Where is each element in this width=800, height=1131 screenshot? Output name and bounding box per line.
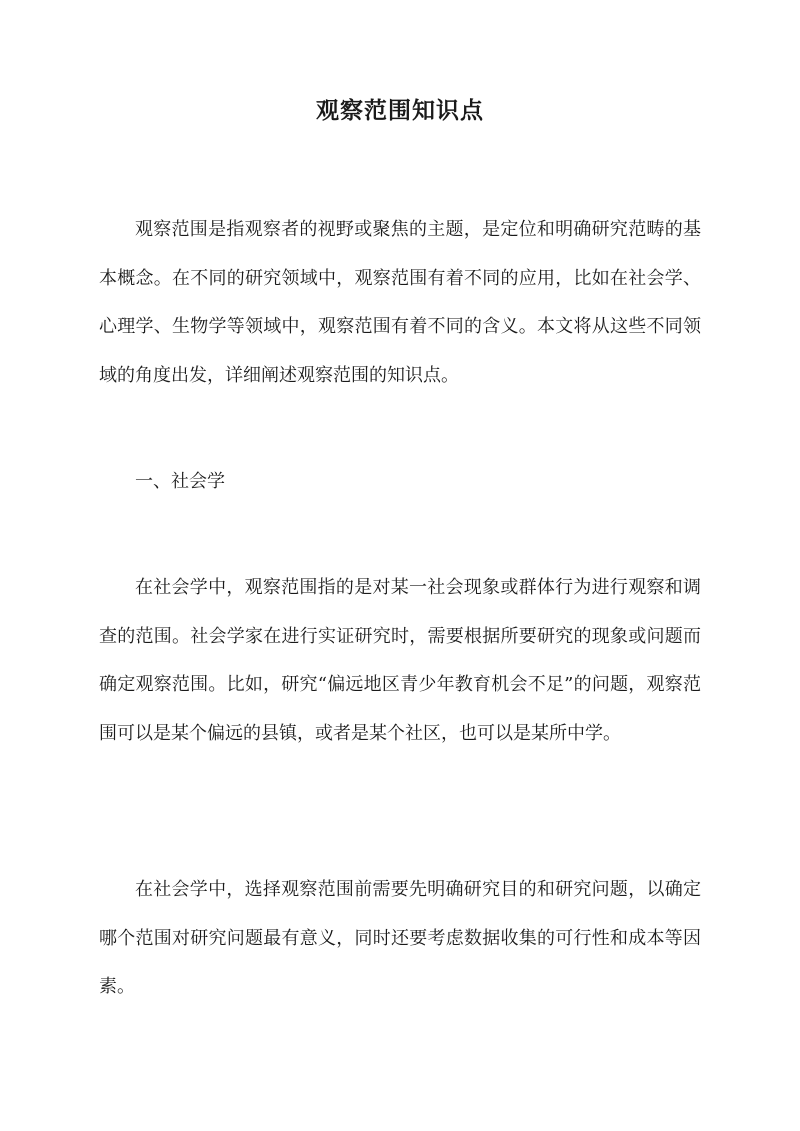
- page-title: 观察范围知识点: [316, 97, 484, 124]
- section-heading-sociology: 一、社会学: [135, 471, 225, 492]
- sociology-paragraph-2: 在社会学中，选择观察范围前需要先明确研究目的和研究问题，以确定哪个范围对研究问题最有意义，同时还要考虑数据收集的可行性和成本等因素。: [99, 879, 701, 998]
- intro-paragraph: 观察范围是指观察者的视野或聚焦的主题，是定位和明确研究范畴的基本概念。在不同的研究领域中，观察范围有着不同的应用，比如在社会学、心理学、生物学等领域中，观察范围有着不同的含义。本文将从这些不同领域的角度出发，详细阐述观察范围的知识点。: [99, 219, 701, 386]
- sociology-paragraph-1: 在社会学中，观察范围指的是对某一社会现象或群体行为进行观察和调查的范围。社会学家在进行实证研究时，需要根据所要研究的现象或问题而确定观察范围。比如，研究“偏远地区青少年教育机会不足”的问题，观察范围可以是某个偏远的县镇，或者是某个社区，也可以是某所中学。: [99, 577, 701, 744]
